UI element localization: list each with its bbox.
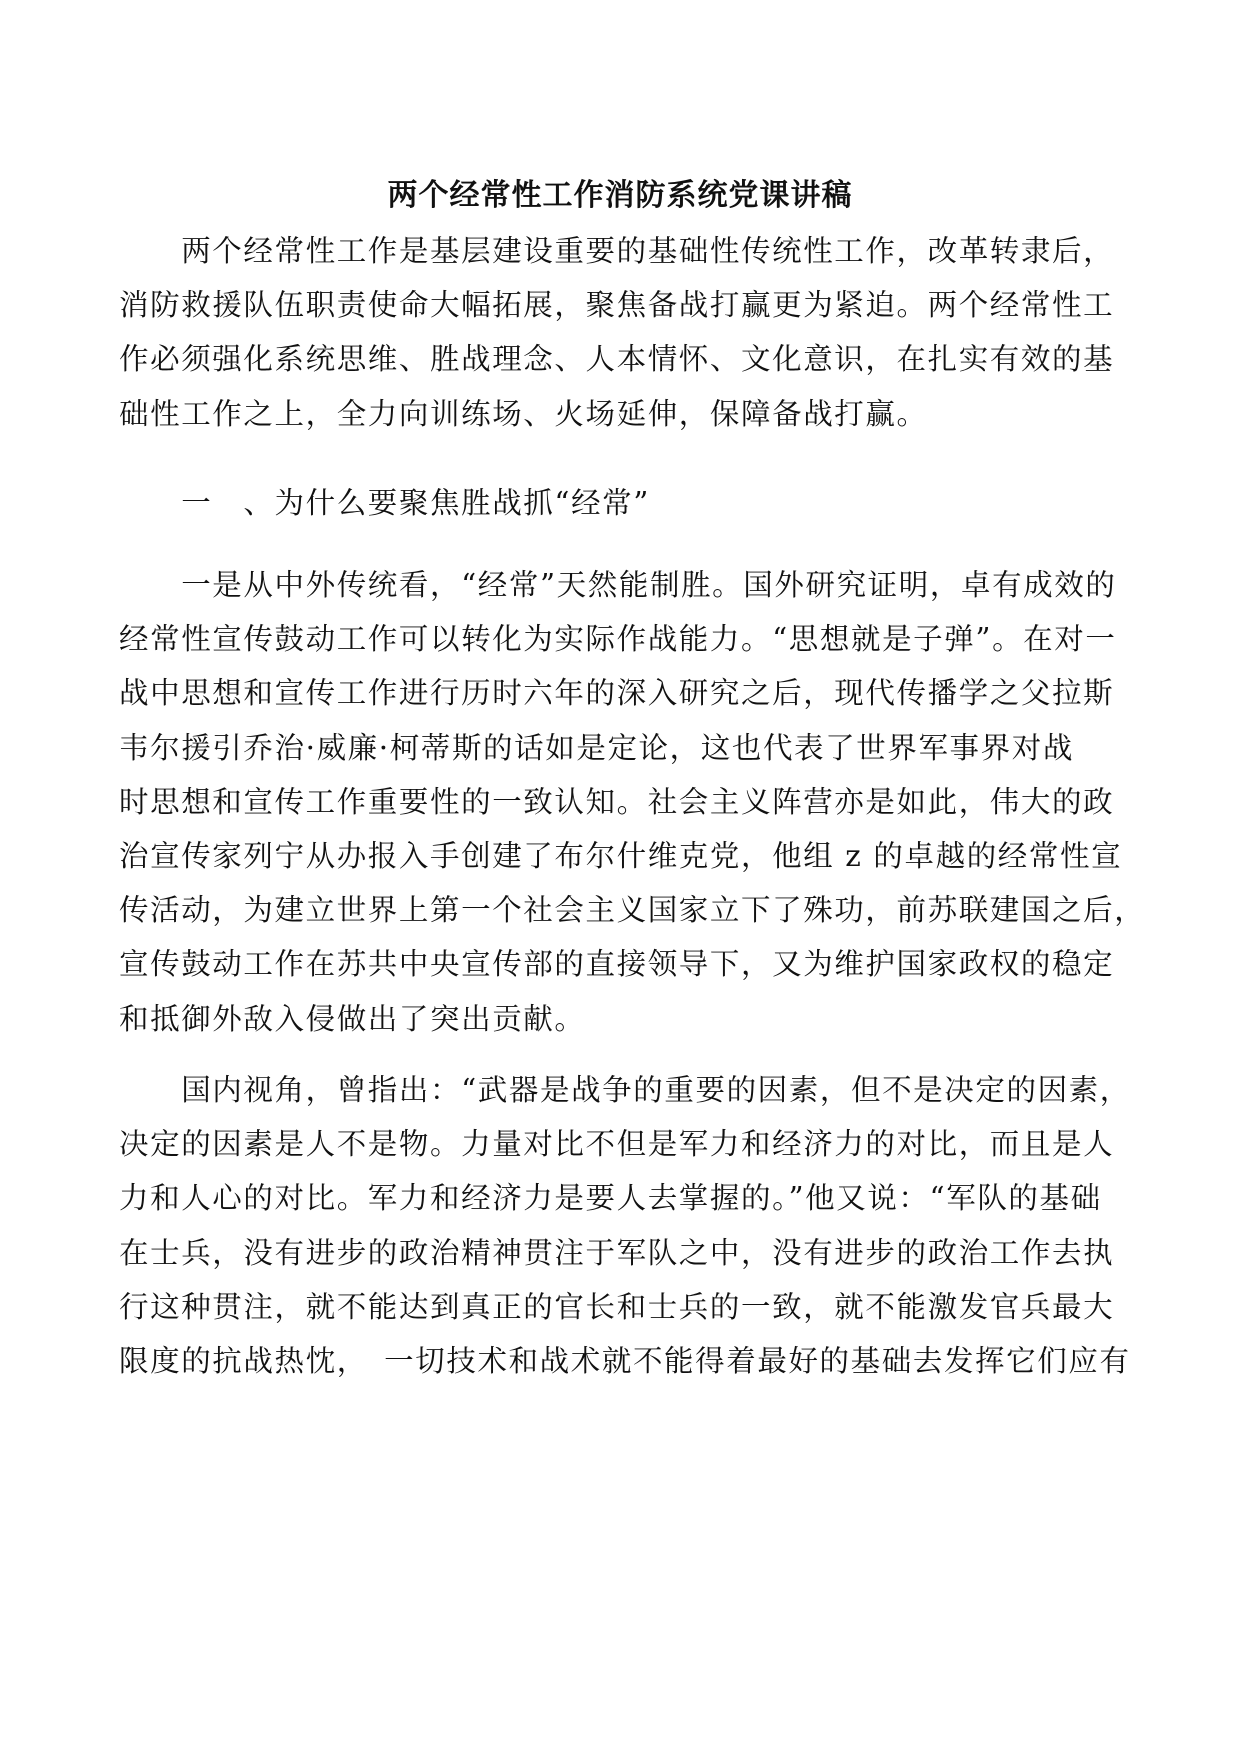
text-line: 两个经常性工作是基层建设重要的基础性传统性工作，改革转隶后， — [119, 234, 1115, 268]
paragraph-domestic — [119, 1063, 1131, 1388]
document-title: 两个经常性工作消防系统党课讲稿 — [387, 178, 853, 213]
paragraph-intro — [119, 224, 1121, 441]
paragraph-tradition — [119, 558, 1146, 1046]
text-line: 时思想和宣传工作重要性的一致认知。社会主义阵营亦是如此，伟大的政 — [119, 784, 1115, 819]
text-line: 在士兵，没有进步的政治精神贯注于军队之中，没有进步的政治工作去执 — [119, 1235, 1115, 1270]
text-line: 宣传鼓动工作在苏共中央宣传部的直接领导下，又为维护国家政权的稳定 — [119, 947, 1115, 982]
text-line: 础性工作之上，全力向训练场、火场延伸，保障备战打赢。 — [119, 396, 928, 431]
text-line: 传活动，为建立世界上第一个社会主义国家立下了殊功，前苏联建国之后， — [119, 893, 1146, 928]
text-line: 限度的抗战热忱， 一切技术和战术就不能得着最好的基础去发挥它们应有 — [119, 1343, 1131, 1378]
text-line: 治宣传家列宁从办报入手创建了布尔什维克党，他组 z 的卓越的经常性宣 — [119, 838, 1123, 873]
text-line: 一是从中外传统看，“经常”天然能制胜。国外研究证明，卓有成效的 — [119, 568, 1117, 602]
text-line: 一 、为什么要聚焦胜战抓“经常” — [119, 486, 650, 520]
text-line: 决定的因素是人不是物。力量对比不但是军力和经济力的对比，而且是人 — [119, 1127, 1115, 1162]
text-line: 和抵御外敌入侵做出了突出贡献。 — [119, 1001, 586, 1036]
text-line: 战中思想和宣传工作进行历时六年的深入研究之后，现代传播学之父拉斯 — [119, 676, 1115, 711]
text-line: 消防救援队伍职责使命大幅拓展，聚焦备战打赢更为紧迫。两个经常性工 — [119, 288, 1115, 323]
text-line: 经常性宣传鼓动工作可以转化为实际作战能力。“思想就是子弹”。在对一 — [119, 622, 1117, 657]
text-line: 韦尔援引乔治·威廉·柯蒂斯的话如是定论，这也代表了世界军事界对战 — [119, 730, 1074, 765]
text-line: 作必须强化系统思维、胜战理念、人本情怀、文化意识，在扎实有效的基 — [119, 342, 1115, 377]
section-heading — [119, 476, 1121, 530]
text-line: 力和人心的对比。军力和经济力是要人去掌握的。”他又说：“军队的基础 — [119, 1181, 1102, 1216]
text-line: 行这种贯注，就不能达到真正的官长和士兵的一致，就不能激发官兵最大 — [119, 1289, 1115, 1324]
text-line: 国内视角，曾指出：“武器是战争的重要的因素，但不是决定的因素， — [119, 1073, 1131, 1107]
